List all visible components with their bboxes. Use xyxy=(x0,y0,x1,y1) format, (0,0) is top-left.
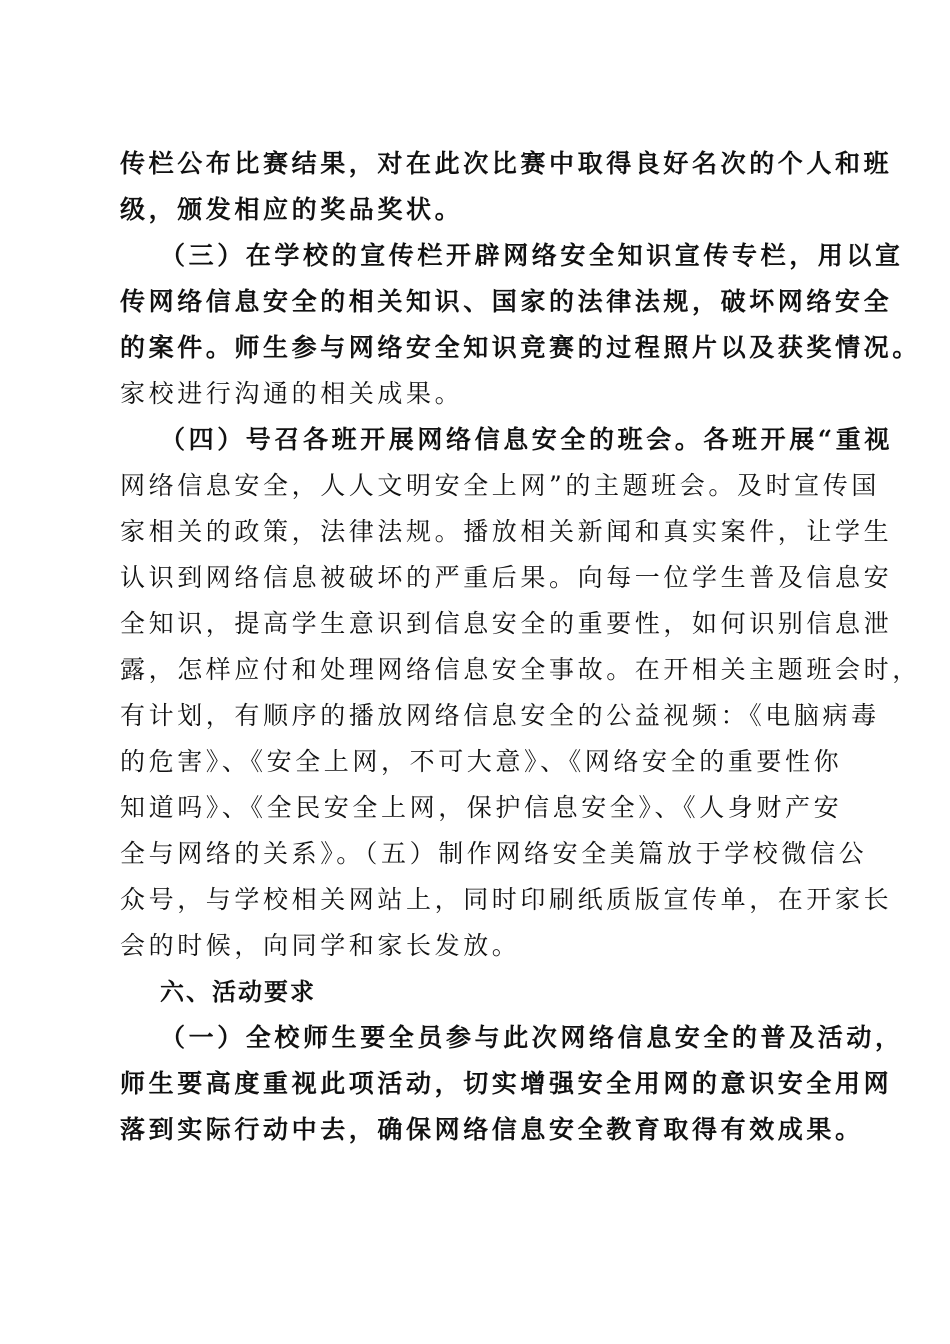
text-line: （三）在学校的宣传栏开辟网络安全知识宣传专栏，用以宣 xyxy=(160,241,904,270)
text-line: 落到实际行动中去，确保网络信息安全教育取得有效成果。 xyxy=(120,1115,864,1144)
text-line: 传栏公布比赛结果，对在此次比赛中取得良好名次的个人和班 xyxy=(120,149,893,178)
text-line: 有计划，有顺序的播放网络信息安全的公益视频：《电脑病毒 xyxy=(120,701,880,730)
text-line: 众号，与学校相关网站上，同时印刷纸质版宣传单，在开家长 xyxy=(120,885,893,914)
text-line: 家校进行沟通的相关成果。 xyxy=(120,379,464,408)
text-line: （四）号召各班开展网络信息安全的班会。各班开展“重视 xyxy=(160,425,893,454)
text-line: （一）全校师生要全员参与此次网络信息安全的普及活动， xyxy=(160,1023,904,1052)
text-line: 家相关的政策，法律法规。播放相关新闻和真实案件，让学生 xyxy=(120,517,893,546)
text-line: 露，怎样应付和处理网络信息安全事故。在开相关主题班会时， xyxy=(120,655,921,684)
text-line: 全知识，提高学生意识到信息安全的重要性，如何识别信息泄 xyxy=(120,609,893,638)
text-line: 会的时候，向同学和家长发放。 xyxy=(120,931,521,960)
text-line: 的案件。师生参与网络安全知识竞赛的过程照片以及获奖情况。 xyxy=(120,333,921,362)
text-line: 传网络信息安全的相关知识、国家的法律法规，破坏网络安全 xyxy=(120,287,893,316)
text-line: 全与网络的关系》。（五）制作网络安全美篇放于学校微信公 xyxy=(120,839,868,868)
text-line: 级，颁发相应的奖品奖状。 xyxy=(120,195,464,224)
text-line: 师生要高度重视此项活动，切实增强安全用网的意识安全用网 xyxy=(120,1069,893,1098)
text-line: 的危害》、《安全上网，不可大意》、《网络安全的重要性你 xyxy=(120,747,843,776)
text-line: 知道吗》、《全民安全上网，保护信息安全》、《人身财产安 xyxy=(120,793,843,822)
text-line: 认识到网络信息被破坏的严重后果。向每一位学生普及信息安 xyxy=(120,563,893,592)
text-line: 网络信息安全，人人文明安全上网”的主题班会。及时宣传国 xyxy=(120,471,880,500)
section-heading: 六、活动要求 xyxy=(160,978,316,1006)
